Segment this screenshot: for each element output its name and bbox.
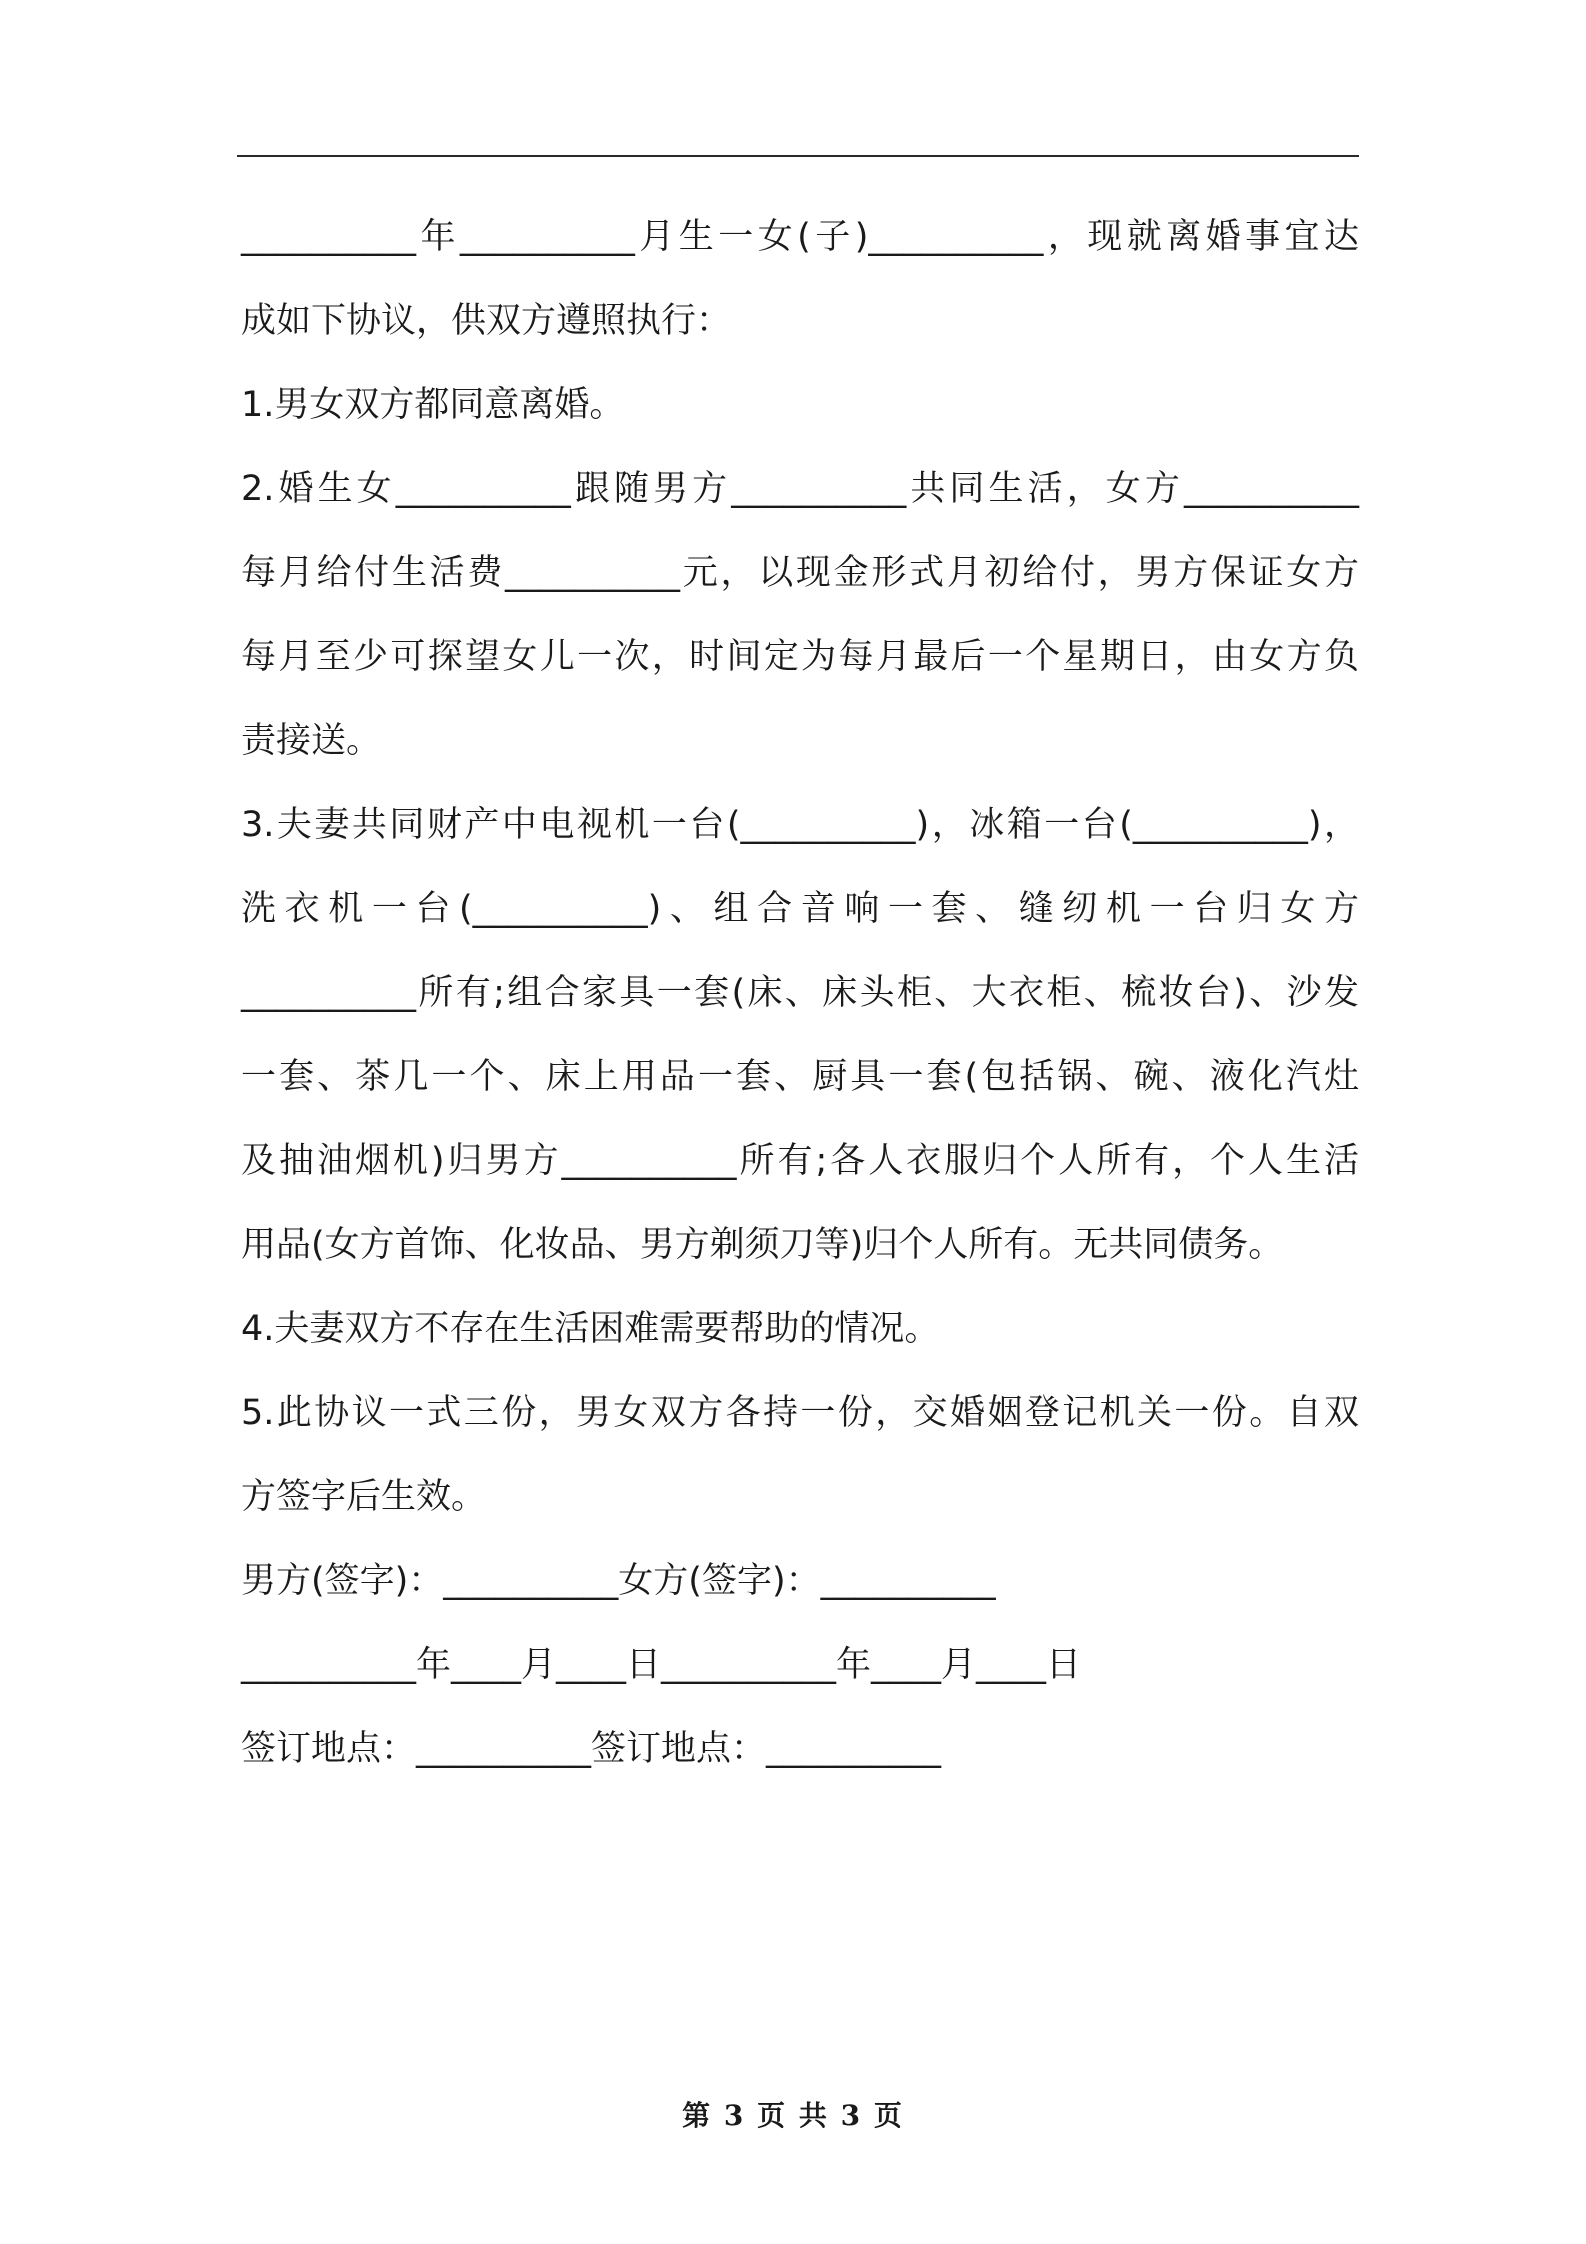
- date-line: __________年____月____日__________年____月____日: [241, 1645, 1082, 1685]
- text-line: 责接送。: [241, 721, 382, 761]
- clause-1: 1.男女双方都同意离婚。: [241, 385, 625, 425]
- clause-5: 5.此协议一式三份，男女双方各持一份，交婚姻登记机关一份。自双: [241, 1393, 1359, 1433]
- text-line: 用品(女方首饰、化妆品、男方剃须刀等)归个人所有。无共同债务。: [241, 1225, 1284, 1265]
- header-rule: [237, 155, 1359, 157]
- text-line: 每月至少可探望女儿一次，时间定为每月最后一个星期日，由女方负: [241, 637, 1359, 677]
- text-line: 一套、茶几一个、床上用品一套、厨具一套(包括锅、碗、液化汽灶: [241, 1057, 1359, 1097]
- signature-line: 男方(签字)：__________女方(签字)：__________: [241, 1561, 996, 1601]
- text-line: __________年__________月生一女(子)__________，现就离婚事宜达: [241, 217, 1359, 257]
- text-line: __________所有;组合家具一套(床、床头柜、大衣柜、梳妆台)、沙发: [241, 973, 1359, 1013]
- location-line: 签订地点：__________签订地点：__________: [241, 1729, 942, 1769]
- text-line: 成如下协议，供双方遵照执行：: [241, 301, 732, 341]
- text-line: 及抽油烟机)归男方__________所有;各人衣服归个人所有，个人生活: [241, 1141, 1359, 1181]
- text-line: 每月给付生活费__________元，以现金形式月初给付，男方保证女方: [241, 553, 1359, 593]
- agreement-body: [241, 195, 1359, 1791]
- clause-4: 4.夫妻双方不存在生活困难需要帮助的情况。: [241, 1309, 940, 1349]
- text-line: 洗衣机一台(__________)、组合音响一套、缝纫机一台归女方: [241, 889, 1359, 929]
- clause-3: 3.夫妻共同财产中电视机一台(__________)，冰箱一台(__________)，: [241, 805, 1359, 845]
- clause-2: 2.婚生女__________跟随男方__________共同生活，女方__________: [241, 469, 1359, 509]
- text-line: 方签字后生效。: [241, 1477, 487, 1517]
- page-number: 第 3 页 共 3 页: [682, 2099, 904, 2132]
